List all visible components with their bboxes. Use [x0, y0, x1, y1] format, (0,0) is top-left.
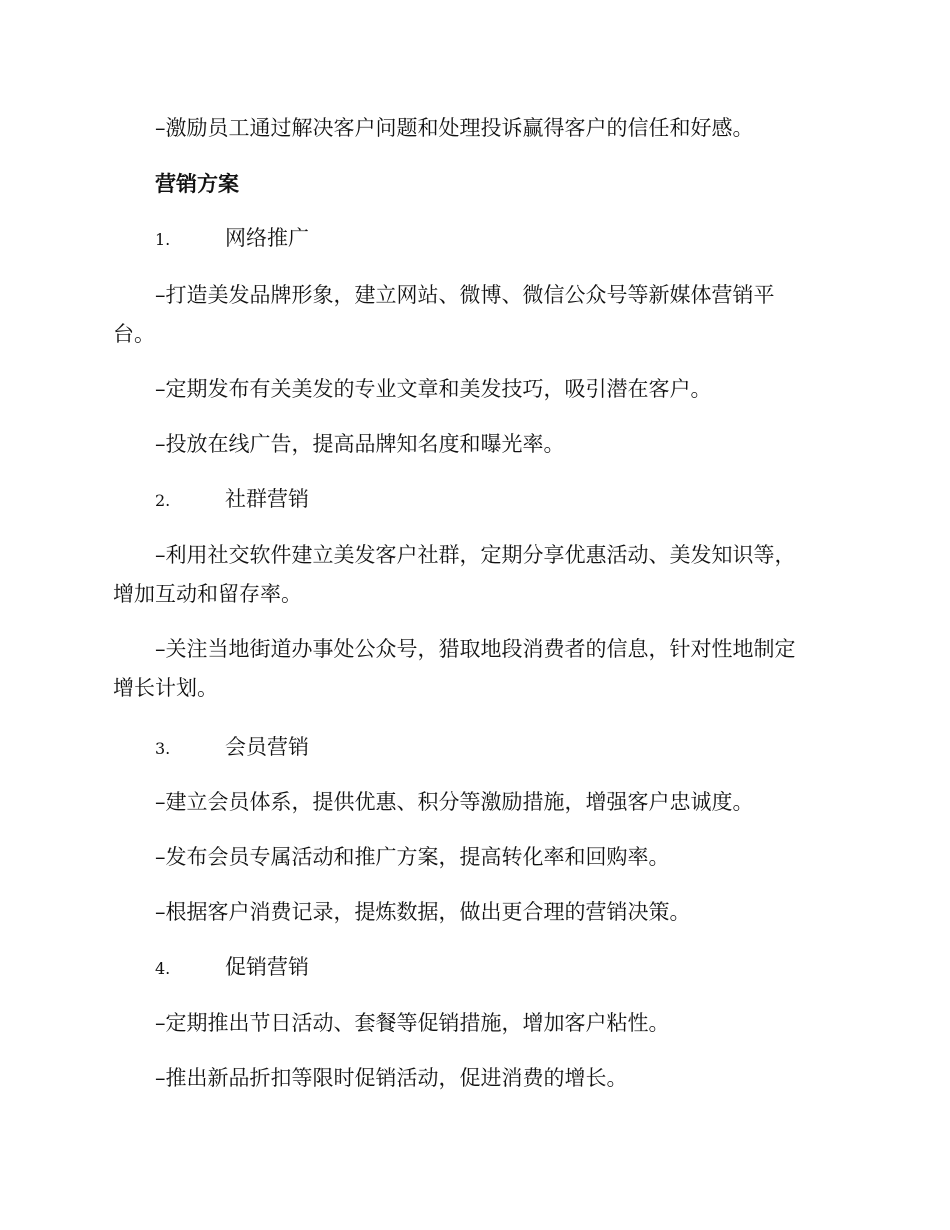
- item-title: 网络推广: [225, 226, 309, 250]
- bullet-line: –打造美发品牌形象，建立网站、微博、微信公众号等新媒体营销平: [155, 283, 775, 307]
- bullet-line: –推出新品折扣等限时促销活动，促进消费的增长。: [155, 1066, 628, 1090]
- bullet-line: –定期发布有关美发的专业文章和美发技巧，吸引潜在客户。: [155, 377, 712, 401]
- item-number: 3.: [155, 739, 171, 758]
- item-title: 会员营销: [225, 735, 309, 759]
- bullet-line: –发布会员专属活动和推广方案，提高转化率和回购率。: [155, 845, 670, 869]
- bullet-line: –投放在线广告，提高品牌知名度和曝光率。: [155, 432, 565, 456]
- intro-bullet: –激励员工通过解决客户问题和处理投诉赢得客户的信任和好感。: [155, 116, 754, 140]
- bullet-line: –定期推出节日活动、套餐等促销措施，增加客户粘性。: [155, 1011, 670, 1035]
- bullet-line-continued: 增长计划。: [113, 676, 218, 700]
- item-title: 社群营销: [225, 487, 309, 511]
- item-number: 2.: [155, 491, 171, 510]
- bullet-line: –建立会员体系，提供优惠、积分等激励措施，增强客户忠诚度。: [155, 790, 754, 814]
- bullet-line-continued: 台。: [113, 322, 155, 346]
- item-number: 4.: [155, 959, 171, 978]
- item-number: 1.: [155, 230, 171, 249]
- item-title: 促销营销: [225, 955, 309, 979]
- section-title: 营销方案: [155, 172, 239, 196]
- bullet-line-continued: 增加互动和留存率。: [113, 582, 302, 606]
- bullet-line: –根据客户消费记录，提炼数据，做出更合理的营销决策。: [155, 900, 691, 924]
- bullet-line: –利用社交软件建立美发客户社群，定期分享优惠活动、美发知识等，: [155, 543, 796, 567]
- bullet-line: –关注当地街道办事处公众号，猎取地段消费者的信息，针对性地制定: [155, 637, 796, 661]
